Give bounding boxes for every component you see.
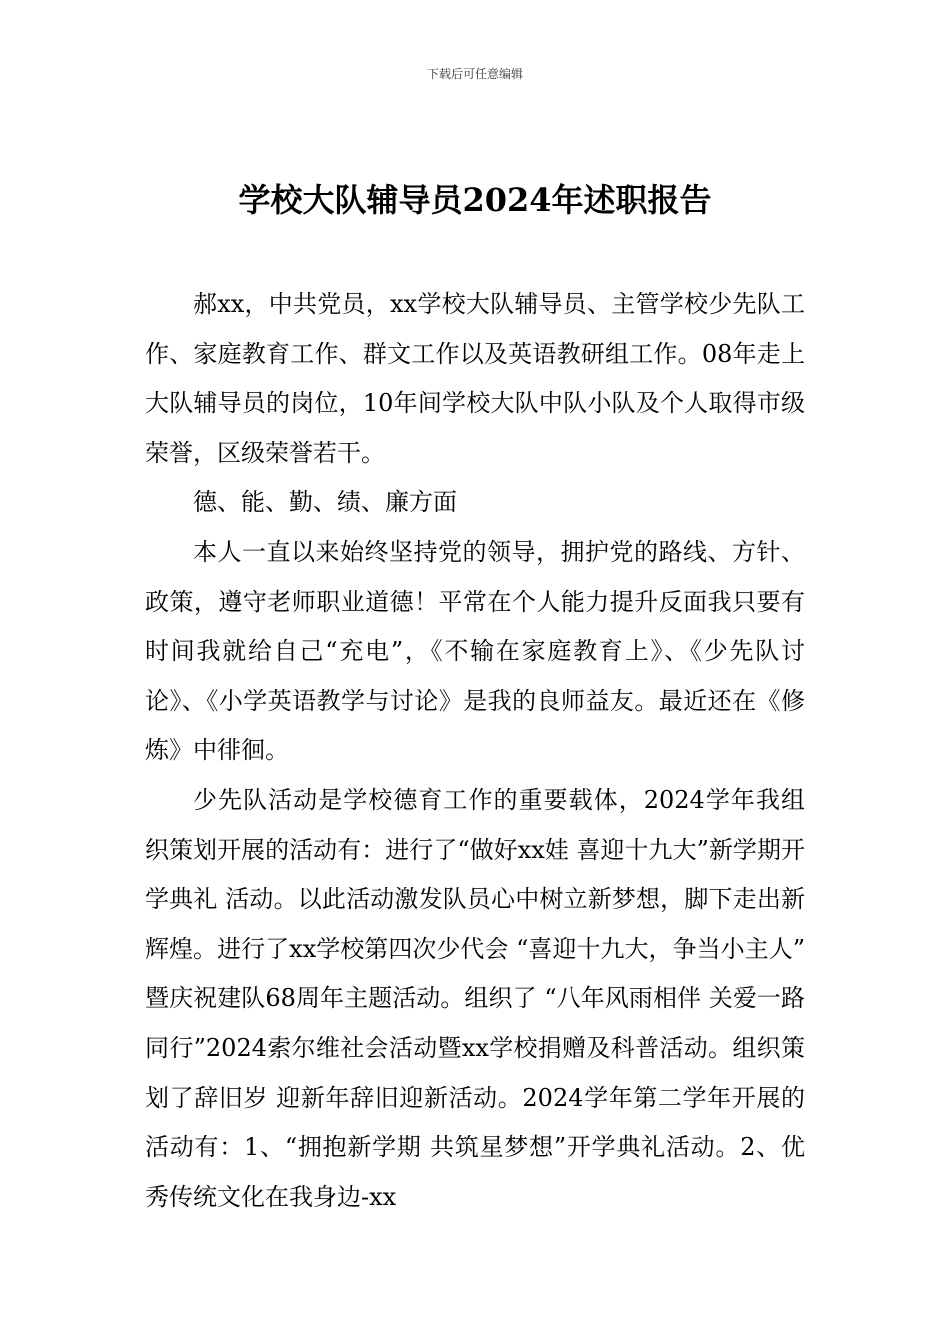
document-body xyxy=(145,280,805,1222)
document-title: 学校大队辅导员2024年述职报告 xyxy=(238,181,712,219)
header-note: 下载后可任意编辑 xyxy=(426,67,523,81)
paragraph-section-heading: 德、能、勤、绩、廉方面 xyxy=(193,488,457,517)
paragraph-self-study: 本人一直以来始终坚持党的领导，拥护党的路线、方针、政策，遵守老师职业道德！平常在个人能力提升反面我只要有时间我就给自己“充电”，《不输在家庭教育上》、《少先队讨论》、《小学英语教学与讨论》是我的良师益友。最近还在《修炼》中徘徊。 xyxy=(145,537,805,765)
paragraph-intro: 郝xx，中共党员，xx学校大队辅导员、主管学校少先队工作、家庭教育工作、群文工作以及英语教研组工作。08年走上大队辅导员的岗位，10年间学校大队中队小队及个人取得市级荣誉，区级荣誉若干。 xyxy=(145,290,805,467)
paragraph-activities: 少先队活动是学校德育工作的重要载体，2024学年我组织策划开展的活动有：进行了“做好xx娃 喜迎十九大”新学期开学典礼 活动。以此活动激发队员心中树立新梦想，脚下走出新辉煌。进行了xx学校第四次少代会 “喜迎十九大，争当小主人” 暨庆祝建队68周年主题活动。组织了 “八年风雨相伴 关爱一路同行”2024索尔维社会活动暨xx学校捐赠及科普活动。组织策划了辞旧岁 迎新年辞旧迎新活动。2024学年第二学年开展的活动有：1、“拥抱新学期 共筑星梦想”开学典礼活动。2、优秀传统文化在我身边-xx xyxy=(145,785,805,1211)
